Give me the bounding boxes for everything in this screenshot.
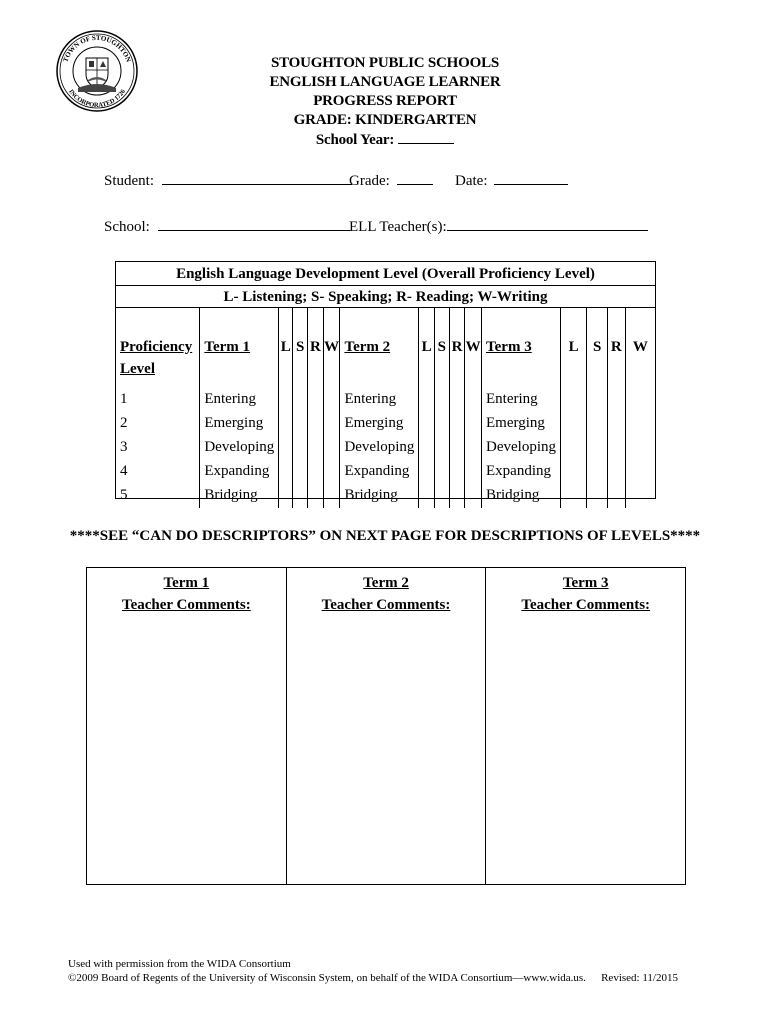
term1-r-header: R — [308, 308, 324, 388]
term2-w-header: W — [465, 308, 482, 388]
check-cell[interactable] — [607, 484, 625, 508]
school-field[interactable] — [158, 218, 350, 231]
level-name: Entering — [200, 388, 279, 412]
term1-comments-label: Teacher Comments: — [121, 597, 251, 613]
date-field[interactable] — [494, 172, 568, 185]
check-cell[interactable] — [625, 412, 655, 436]
check-cell[interactable] — [587, 436, 608, 460]
comments-table — [86, 567, 686, 885]
check-cell[interactable] — [607, 436, 625, 460]
term2-comments[interactable] — [287, 568, 487, 884]
school-label: School: — [104, 219, 150, 235]
check-cell[interactable] — [308, 412, 324, 436]
check-cell[interactable] — [465, 484, 482, 508]
proficiency-table — [115, 261, 656, 503]
report-title: ENGLISH LANGUAGE LEARNER PROGRESS REPORT — [269, 74, 501, 109]
term3-w-header: W — [632, 339, 648, 355]
check-cell[interactable] — [449, 388, 465, 412]
table-header-row — [116, 308, 655, 388]
level-number: 4 — [116, 460, 200, 484]
ell-teacher-row — [349, 218, 648, 236]
term2-s-header: S — [434, 308, 449, 388]
check-cell[interactable] — [449, 436, 465, 460]
footer-copyright: ©2009 Board of Regents of the University of Wisconsin System, on behalf of the WIDA Consortium—www.wida.us. — [68, 972, 586, 984]
term3-comments-label: Teacher Comments: — [521, 597, 651, 613]
term1-s-header: S — [293, 308, 308, 388]
grade-row — [349, 172, 433, 190]
check-cell[interactable] — [449, 460, 465, 484]
check-cell[interactable] — [293, 484, 308, 508]
check-cell[interactable] — [419, 388, 434, 412]
seal-text-top: TOWN OF STOUGHTON — [61, 33, 133, 64]
check-cell[interactable] — [434, 484, 449, 508]
term2-l-header: L — [419, 308, 434, 388]
check-cell[interactable] — [465, 436, 482, 460]
district-name: STOUGHTON PUBLIC SCHOOLS — [270, 55, 500, 71]
check-cell[interactable] — [465, 460, 482, 484]
school-year-row — [230, 130, 540, 150]
check-cell[interactable] — [293, 436, 308, 460]
term2-comments-label: Teacher Comments: — [321, 597, 451, 613]
check-cell[interactable] — [308, 484, 324, 508]
check-cell[interactable] — [607, 412, 625, 436]
check-cell[interactable] — [587, 460, 608, 484]
check-cell[interactable] — [625, 460, 655, 484]
check-cell[interactable] — [434, 436, 449, 460]
check-cell[interactable] — [587, 412, 608, 436]
term3-header: Term 3 — [482, 308, 561, 388]
term3-s-header: S — [587, 308, 608, 388]
check-cell[interactable] — [279, 388, 293, 412]
check-cell[interactable] — [587, 388, 608, 412]
check-cell[interactable] — [279, 460, 293, 484]
check-cell[interactable] — [279, 436, 293, 460]
check-cell[interactable] — [293, 412, 308, 436]
term1-header: Term 1 — [200, 308, 279, 388]
level-number: 1 — [116, 388, 200, 412]
check-cell[interactable] — [419, 436, 434, 460]
check-cell[interactable] — [279, 412, 293, 436]
table-row — [116, 388, 655, 412]
check-cell[interactable] — [560, 388, 586, 412]
level-number: 5 — [116, 484, 200, 508]
term1-comments[interactable] — [87, 568, 287, 884]
grade-field[interactable] — [397, 172, 433, 185]
check-cell[interactable] — [607, 460, 625, 484]
check-cell[interactable] — [449, 484, 465, 508]
check-cell[interactable] — [607, 388, 625, 412]
check-cell[interactable] — [465, 388, 482, 412]
student-label: Student: — [104, 173, 155, 189]
footer — [68, 957, 586, 985]
revised-date: Revised: 11/2015 — [601, 972, 678, 984]
level-name: Entering — [340, 388, 419, 412]
check-cell[interactable] — [323, 412, 340, 436]
level-name: Developing — [200, 436, 279, 460]
descriptors-note: ****SEE “CAN DO DESCRIPTORS” ON NEXT PAGE FOR DESCRIPTIONS OF LEVELS**** — [69, 528, 701, 544]
term3-comments-term: Term 3 — [562, 575, 609, 591]
level-header: Proficiency Level — [116, 308, 200, 388]
level-name: Bridging — [340, 484, 419, 508]
grade-title: GRADE: KINDERGARTEN — [293, 112, 477, 128]
check-cell[interactable] — [308, 460, 324, 484]
town-seal-icon — [56, 30, 138, 112]
level-number: 3 — [116, 436, 200, 460]
date-row — [455, 172, 568, 190]
footer-permission: Used with permission from the WIDA Consortium — [68, 958, 291, 970]
student-row — [104, 172, 352, 190]
proficiency-subtitle: L- Listening; S- Speaking; R- Reading; W-Writing — [116, 286, 655, 308]
seal-text-bottom: INCORPORATED 1726 — [67, 88, 127, 110]
ell-teacher-field[interactable] — [447, 218, 648, 231]
term2-r-header: R — [449, 308, 465, 388]
check-cell[interactable] — [308, 436, 324, 460]
school-row — [104, 218, 350, 236]
level-name: Bridging — [200, 484, 279, 508]
check-cell[interactable] — [419, 484, 434, 508]
grade-label: Grade: — [349, 173, 390, 189]
check-cell[interactable] — [434, 388, 449, 412]
term3-l-header: L — [560, 308, 586, 388]
check-cell[interactable] — [293, 388, 308, 412]
table-row — [116, 484, 655, 508]
level-name: Expanding — [340, 460, 419, 484]
level-name: Expanding — [482, 460, 561, 484]
term2-comments-term: Term 2 — [363, 575, 409, 591]
report-header — [230, 54, 540, 150]
level-number: 2 — [116, 412, 200, 436]
date-label: Date: — [455, 173, 488, 189]
term2-header: Term 2 — [340, 308, 419, 388]
term3-comments[interactable] — [486, 568, 685, 884]
table-row — [116, 460, 655, 484]
student-field[interactable] — [162, 172, 352, 185]
check-cell[interactable] — [323, 436, 340, 460]
check-cell[interactable] — [419, 460, 434, 484]
check-cell[interactable] — [434, 460, 449, 484]
check-cell[interactable] — [625, 436, 655, 460]
level-name: Emerging — [340, 412, 419, 436]
check-cell[interactable] — [323, 388, 340, 412]
level-name: Expanding — [200, 460, 279, 484]
check-cell[interactable] — [625, 388, 655, 412]
check-cell[interactable] — [587, 484, 608, 508]
school-year-field[interactable] — [398, 130, 454, 144]
school-year-label: School Year: — [315, 132, 395, 148]
level-name: Developing — [340, 436, 419, 460]
level-name: Developing — [482, 436, 561, 460]
check-cell[interactable] — [560, 460, 586, 484]
check-cell[interactable] — [293, 460, 308, 484]
check-cell[interactable] — [434, 412, 449, 436]
check-cell[interactable] — [323, 484, 340, 508]
check-cell[interactable] — [449, 412, 465, 436]
proficiency-title: English Language Development Level (Overall Proficiency Level) — [116, 262, 655, 286]
check-cell[interactable] — [279, 484, 293, 508]
check-cell[interactable] — [419, 412, 434, 436]
level-name: Bridging — [482, 484, 561, 508]
level-name: Emerging — [482, 412, 561, 436]
check-cell[interactable] — [465, 412, 482, 436]
check-cell[interactable] — [560, 484, 586, 508]
ell-teacher-label: ELL Teacher(s): — [349, 219, 447, 235]
table-row — [116, 412, 655, 436]
check-cell[interactable] — [308, 388, 324, 412]
level-name: Emerging — [200, 412, 279, 436]
check-cell[interactable] — [323, 460, 340, 484]
check-cell[interactable] — [625, 484, 655, 508]
table-row — [116, 436, 655, 460]
check-cell[interactable] — [560, 436, 586, 460]
level-name: Entering — [482, 388, 561, 412]
term1-l-header: L — [279, 308, 293, 388]
check-cell[interactable] — [560, 412, 586, 436]
term3-r-header: R — [607, 308, 625, 388]
term1-comments-term: Term 1 — [163, 575, 210, 591]
term1-w-header: W — [323, 308, 340, 388]
